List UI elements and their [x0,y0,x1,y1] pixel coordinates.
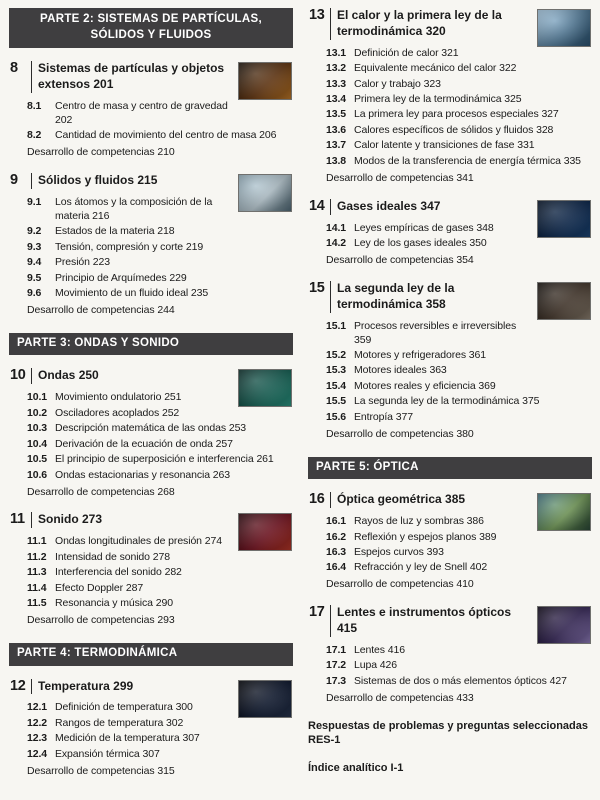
chapter-9-block [9,173,293,318]
section-title: Ondas estacionarias y resonancia [55,468,213,481]
section-number: 8.2 [27,129,42,142]
chapter-review-entry [27,614,293,628]
chapter-review-entry [326,428,592,442]
back-matter-label: Índice analítico [308,761,391,774]
toc-entry [326,93,592,107]
review-label: Desarrollo de competencias [326,171,457,184]
section-number: 12.1 [27,701,48,714]
section-number: 16.2 [326,530,347,543]
section-title: Centro de masa y centro de gravedad [55,99,228,112]
section-title: La primera ley para procesos especiales [354,108,542,121]
column-left [9,8,293,792]
section-number: 15.3 [326,364,347,377]
review-page-number: 433 [456,691,474,704]
toc-entry [27,438,293,452]
section-page-number: 229 [169,271,187,284]
section-title: Reflexión y espejos planos [354,530,480,543]
chapter-title: Temperatura [38,678,114,693]
chapter-number: 11 [10,512,25,528]
chapter-heading [309,492,592,508]
chapter-title: Sonido [38,512,82,527]
section-title: Estados de la materia [55,225,158,238]
section-page-number: 325 [504,93,522,106]
section-page-number: 219 [185,240,204,253]
chapter-sections [27,100,293,160]
review-label: Desarrollo de competencias [27,304,158,316]
section-page-number: 377 [395,410,413,423]
toc-entry [326,124,592,138]
section-number: 13.8 [326,154,347,167]
chapter-review-entry [326,692,592,706]
chapter-page-number: 415 [337,621,358,636]
toc-entry [27,422,293,436]
section-page-number: 253 [228,422,247,435]
section-title: Resonancia y música [55,597,156,610]
section-title: Movimiento ondulatorio [55,391,165,404]
chapter-number: 13 [309,8,325,23]
toc-entry [326,47,592,61]
chapter-16-block [308,492,592,592]
chapter-12-block [9,679,293,779]
chapter-title: Sólidos y fluidos [38,173,138,187]
toc-entry [326,411,592,425]
section-number: 13.4 [326,93,347,106]
section-page-number: 427 [549,674,567,687]
section-title: Osciladores acoplados [55,406,162,419]
chapter-number: 9 [10,173,18,188]
chapter-page-number: 299 [113,678,134,693]
chapter-number: 15 [309,280,325,296]
chapter-number: 14 [309,198,325,214]
section-page-number: 393 [426,545,444,558]
section-page-number: 206 [259,129,277,142]
section-page-number: 307 [142,747,160,760]
chapter-page-number: 273 [82,512,103,527]
chapter-13-block [308,8,592,186]
section-title: Ley de los gases ideales [354,237,470,250]
section-title: Presión [55,256,93,269]
section-number: 9.4 [27,256,42,269]
review-page-number: 244 [157,304,175,316]
section-page-number: 216 [92,209,110,222]
toc-entry [27,407,293,421]
review-page-number: 210 [157,146,175,159]
back-matter-entry [308,761,592,776]
section-number: 15.2 [326,348,347,361]
section-title: Intensidad de sonido [55,550,153,563]
section-number: 12.2 [27,716,48,729]
section-page-number: 402 [469,561,488,574]
section-page-number: 202 [55,113,73,126]
chapter-11-block [9,512,293,628]
chapter-heading [10,61,293,93]
section-number: 15.4 [326,379,347,392]
chapter-review-entry [27,486,293,500]
section-page-number: 307 [182,732,200,745]
section-page-number: 375 [522,395,540,408]
toc-entry [326,320,592,348]
section-page-number: 321 [441,46,459,59]
toc-entry [27,129,293,143]
chapter-15-block [308,281,592,442]
section-title: Rayos de luz y sombras [354,515,467,528]
section-page-number: 251 [164,391,182,404]
section-number: 9.6 [27,287,42,300]
chapter-heading [10,512,293,528]
toc-entry [326,515,592,529]
section-number: 14.2 [326,237,347,250]
section-page-number: 328 [536,123,554,136]
section-number: 12.3 [27,732,48,745]
section-page-number: 300 [175,701,193,714]
section-page-number: 361 [468,348,487,361]
chapter-sections [326,47,592,186]
section-title: Modos de la transferencia de energía térmica [354,154,564,167]
section-page-number: 322 [499,62,517,75]
section-title: Lupa [354,659,380,672]
chapter-number: 16 [309,492,325,508]
chapter-sections [326,644,592,706]
section-number: 16.1 [326,515,347,528]
chapter-page-number: 358 [425,296,446,311]
section-page-number: 323 [423,77,441,90]
section-page-number: 348 [476,221,494,234]
toc-entry [326,546,592,560]
section-title: Efecto Doppler [55,581,126,594]
section-title: Derivación de la ecuación de onda [55,437,216,450]
section-title: Motores reales y eficiencia [354,379,479,392]
section-title: Definición de calor [354,46,442,59]
section-number: 13.3 [326,77,347,90]
section-number: 9.5 [27,271,42,284]
toc-entry [27,196,293,224]
toc-entry [326,349,592,363]
section-number: 13.1 [326,46,347,59]
toc-entry [27,453,293,467]
chapter-review-entry [27,146,293,160]
section-number: 10.4 [27,437,48,450]
back-matter-page-number: I-1 [390,761,404,774]
toc-entry [27,469,293,483]
review-label: Desarrollo de competencias [326,253,457,266]
review-page-number: 354 [456,253,474,266]
part-header: PARTE 3: ONDAS Y SONIDO [9,333,293,356]
section-title: La segunda ley de la termodinámica [354,395,523,408]
section-title: Primera ley de la termodinámica [354,93,505,106]
section-title: Definición de temperatura [55,701,176,714]
section-page-number: 263 [212,468,231,481]
chapter-title: Ondas [38,368,79,383]
section-number: 17.2 [326,659,347,672]
section-title: Medición de la temperatura [55,732,183,745]
chapter-sections [27,196,293,318]
chapter-sections [326,515,592,592]
toc-entry [27,287,293,301]
section-number: 10.5 [27,453,48,466]
section-page-number: 363 [429,364,447,377]
section-title: Motores y refrigeradores [354,348,469,361]
section-number: 13.6 [326,123,347,136]
section-number: 12.4 [27,747,48,760]
part-header: PARTE 4: TERMODINÁMICA [9,643,293,666]
section-title: Procesos reversibles e irreversibles [354,319,517,332]
section-page-number: 331 [517,139,535,152]
chapter-number: 8 [10,61,18,77]
column-right [308,8,592,792]
review-label: Desarrollo de competencias [27,764,158,777]
chapter-8-block [9,61,293,160]
section-page-number: 257 [215,437,233,450]
chapter-review-entry [27,304,293,318]
chapter-sections [326,222,592,268]
chapter-number: 10 [10,368,26,384]
section-number: 9.1 [27,195,42,208]
section-page-number: 416 [387,643,405,656]
section-page-number: 369 [478,379,496,392]
chapter-10-block [9,368,293,499]
part-header: PARTE 2: SISTEMAS DE PARTÍCULAS, SÓLIDOS Y FLUIDOS [9,8,293,48]
section-page-number: 327 [541,108,559,121]
review-label: Desarrollo de competencias [326,691,457,704]
toc-entry [326,659,592,673]
chapter-page-number: 385 [445,492,466,507]
chapter-14-block [308,199,592,268]
chapter-heading [10,678,293,695]
section-number: 16.3 [326,545,347,558]
section-title: Calor y trabajo [354,77,424,90]
toc-entry [27,566,293,580]
section-page-number: 389 [479,530,497,543]
section-title: Ondas longitudinales de presión [55,535,205,548]
section-number: 9.2 [27,225,42,238]
toc-entry [27,701,293,715]
section-title: Movimiento de un fluido ideal [55,287,191,300]
section-page-number: 290 [155,597,173,610]
toc-entry [326,62,592,76]
section-number: 10.2 [27,406,48,419]
review-label: Desarrollo de competencias [27,146,158,159]
chapter-heading [10,368,293,384]
toc-entry [27,597,293,611]
section-title: Los átomos y la composición de la materia [55,195,213,222]
toc-entry [27,717,293,731]
chapter-review-entry [326,254,592,268]
chapter-heading [10,173,293,189]
section-number: 8.1 [27,99,42,112]
chapter-review-entry [326,578,592,592]
review-label: Desarrollo de competencias [326,427,457,440]
chapter-title: Óptica geométrica [337,492,446,507]
chapter-heading [309,198,592,215]
section-page-number: 302 [166,716,184,729]
toc-entry [326,155,592,169]
section-number: 13.2 [326,62,347,75]
section-number: 10.1 [27,391,48,404]
review-page-number: 315 [157,764,175,777]
chapter-17-block [308,605,592,705]
section-title: Entropía [354,410,396,423]
chapter-title: El calor y la primera ley de la termodinámica [337,8,502,38]
section-title: Calor latente y transiciones de fase [354,139,518,152]
toc-entry [326,237,592,251]
toc-entry [27,241,293,255]
toc-entry [326,222,592,236]
review-page-number: 293 [157,614,175,627]
section-title: Interferencia del sonido [55,566,165,579]
toc-entry [326,561,592,575]
chapter-heading [309,280,592,313]
toc-entry [27,225,293,239]
toc-entry [27,272,293,286]
section-page-number: 235 [190,287,209,300]
back-matter-label: Respuestas de problemas y preguntas seleccionadas [308,719,589,732]
toc-entry [27,551,293,565]
toc-entry [326,395,592,409]
chapter-number: 17 [309,605,325,621]
section-page-number: 426 [379,659,398,672]
section-title: Principio de Arquímedes [55,271,170,284]
chapter-page-number: 320 [425,23,446,38]
toc-entry [326,675,592,689]
section-number: 15.6 [326,410,347,423]
section-number: 15.5 [326,395,347,408]
toc-entry [326,78,592,92]
toc-entry [27,535,293,549]
review-label: Desarrollo de competencias [326,578,457,591]
section-number: 10.3 [27,422,48,435]
chapter-page-number: 215 [137,173,158,187]
toc-entry [326,644,592,658]
chapter-page-number: 347 [420,198,441,213]
review-label: Desarrollo de competencias [27,485,158,498]
section-page-number: 359 [354,333,372,346]
section-page-number: 386 [466,515,484,528]
section-number: 17.3 [326,674,347,687]
chapter-title: Lentes e instrumentos ópticos [337,605,512,620]
toc-entry [27,391,293,405]
section-number: 14.1 [326,221,347,234]
review-page-number: 341 [456,171,474,184]
section-page-number: 223 [92,256,110,269]
section-number: 16.4 [326,561,347,574]
section-number: 15.1 [326,319,347,332]
chapter-heading [309,605,592,637]
section-number: 11.4 [27,581,47,594]
chapter-title: La segunda ley de la termodinámica [337,280,455,311]
chapter-page-number: 250 [78,368,99,383]
chapter-sections [27,391,293,499]
section-number: 13.5 [326,108,347,121]
section-title: Tensión, compresión y corte [55,240,186,253]
section-page-number: 335 [563,154,581,167]
toc-entry [326,108,592,122]
section-page-number: 218 [157,225,175,238]
chapter-review-entry [326,172,592,186]
part-header: PARTE 5: ÓPTICA [308,457,592,480]
section-number: 11.2 [27,550,47,563]
toc-entry [27,748,293,762]
section-title: El principio de superposición e interferencia [55,453,257,466]
section-page-number: 278 [152,550,170,563]
section-title: Expansión térmica [55,747,143,760]
section-title: Leyes empíricas de gases [354,221,477,234]
toc-entry [27,100,293,128]
toc-entry [326,364,592,378]
section-page-number: 252 [161,406,180,419]
section-title: Espejos curvos [354,545,427,558]
section-title: Equivalente mecánico del calor [354,62,500,75]
review-label: Desarrollo de competencias [27,614,158,627]
section-title: Calores específicos de sólidos y fluidos [354,123,537,136]
toc-entry [27,582,293,596]
toc-entry [27,732,293,746]
chapter-number: 12 [10,678,26,694]
section-title: Motores ideales [354,364,430,377]
chapter-sections [326,320,592,442]
section-number: 11.1 [27,535,47,548]
review-page-number: 380 [456,427,474,440]
chapter-title: Gases ideales [337,198,421,213]
toc-entry [326,380,592,394]
section-page-number: 274 [204,535,222,548]
chapter-title: Sistemas de partículas y objetos extensos [38,61,225,91]
section-page-number: 282 [164,566,182,579]
section-number: 11.3 [27,566,47,579]
section-title: Refracción y ley de Snell [354,561,470,574]
section-number: 11.5 [27,597,47,610]
section-number: 13.7 [326,139,347,152]
section-title: Descripción matemática de las ondas [55,422,229,435]
toc-entry [326,531,592,545]
chapter-sections [27,535,293,628]
review-page-number: 410 [456,578,474,591]
review-page-number: 268 [157,485,175,498]
toc-entry [27,256,293,270]
section-page-number: 287 [125,581,144,594]
section-number: 17.1 [326,643,347,656]
back-matter-page-number: RES-1 [308,734,341,747]
chapter-heading [309,8,592,40]
section-title: Cantidad de movimiento del centro de masa [55,129,260,142]
chapter-sections [27,701,293,778]
toc-entry [326,139,592,153]
section-title: Rangos de temperatura [55,716,167,729]
section-number: 10.6 [27,468,48,481]
section-page-number: 261 [256,453,274,466]
section-page-number: 350 [469,237,487,250]
section-number: 9.3 [27,240,42,253]
section-title: Lentes [354,643,388,656]
chapter-page-number: 201 [93,76,114,91]
section-title: Sistemas de dos o más elementos ópticos [354,674,550,687]
back-matter-entry [308,719,592,748]
